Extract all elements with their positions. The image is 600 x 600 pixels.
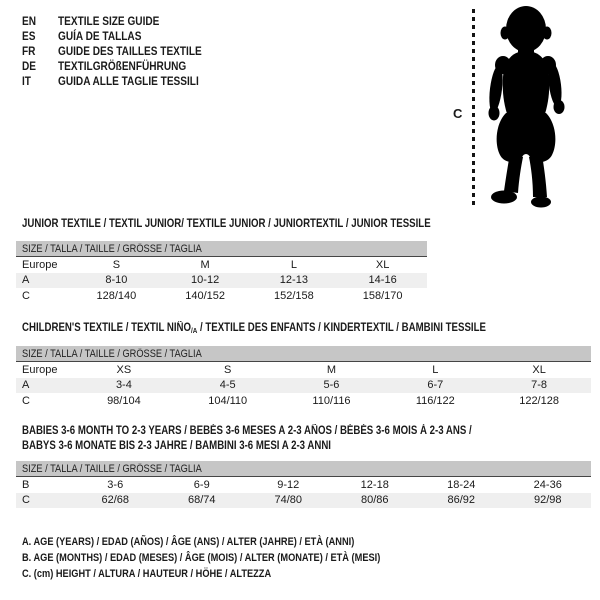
row-label: B	[22, 478, 30, 491]
footnote-age-months	[22, 552, 449, 568]
lang-label: GUIDA ALLE TAGLIE TESSILI	[58, 73, 199, 88]
children-section-title	[22, 321, 574, 338]
toddler-silhouette-image	[484, 5, 572, 209]
junior-size-header-bar	[16, 241, 427, 257]
table-cell: 9-12	[277, 478, 300, 491]
babies-section-title	[22, 424, 557, 454]
size-header-label: SIZE / TALLA / TAILLE / GRÖSSE / TAGLIA	[22, 242, 202, 255]
table-cell: 5-6	[323, 379, 340, 392]
babies-title-line1: BABIES 3-6 MONTH TO 2-3 YEARS / BEBÉS 3-6 MESES A 2-3 AÑOS / BÉBÉS 3-6 MOIS À 2-3 ANS /	[22, 425, 472, 437]
measure-label-c: C	[453, 106, 463, 121]
row-label: Europe	[22, 258, 58, 271]
table-row	[16, 393, 591, 409]
table-cell: 74/80	[274, 494, 303, 507]
table-cell: L	[290, 258, 297, 271]
lang-row-it	[22, 73, 229, 88]
language-header	[22, 13, 229, 88]
table-cell: 12-18	[360, 478, 389, 491]
table-row	[16, 477, 591, 493]
lang-code: EN	[22, 13, 37, 28]
table-cell: 98/104	[107, 394, 141, 407]
row-label: Europe	[22, 363, 58, 376]
junior-title-text: JUNIOR TEXTILE / TEXTIL JUNIOR/ TEXTILE JUNIOR / JUNIORTEXTIL / JUNIOR TESSILE	[22, 218, 431, 230]
row-label: A	[22, 274, 30, 287]
height-measure-line	[472, 9, 475, 207]
children-title-text	[22, 321, 486, 338]
table-cell: 116/122	[415, 394, 455, 407]
table-cell: 110/116	[312, 394, 351, 407]
children-title-post: / TEXTILE DES ENFANTS / KINDERTEXTIL / BAMBINI TESSILE	[197, 322, 486, 334]
table-cell: 3-6	[107, 478, 124, 491]
lang-label: TEXTILGRÖßENFÜHRUNG	[58, 58, 187, 73]
table-cell: XL	[532, 363, 546, 376]
row-label: A	[22, 379, 30, 392]
table-cell: M	[326, 363, 337, 376]
table-cell: L	[432, 363, 439, 376]
table-cell: 6-7	[427, 379, 444, 392]
children-size-table	[16, 346, 591, 409]
table-cell: 140/152	[185, 289, 225, 302]
table-cell: 92/98	[533, 494, 562, 507]
babies-size-table	[16, 461, 591, 508]
table-cell: 122/128	[519, 394, 559, 407]
children-title-subscript: /A	[191, 326, 198, 335]
lang-row-fr	[22, 43, 229, 58]
table-cell: 86/92	[447, 494, 476, 507]
table-row	[16, 288, 427, 304]
junior-section-title	[22, 217, 508, 231]
table-cell: XL	[375, 258, 390, 271]
table-row	[16, 378, 591, 394]
table-row	[16, 273, 427, 289]
table-cell: 128/140	[96, 289, 137, 302]
size-header-label: SIZE / TALLA / TAILLE / GRÖSSE / TAGLIA	[22, 347, 202, 360]
lang-code: FR	[22, 43, 36, 58]
table-cell: XS	[116, 363, 132, 376]
table-cell: 10-12	[191, 274, 220, 287]
table-row	[16, 362, 591, 378]
children-size-header-bar	[16, 346, 591, 362]
footnotes	[22, 536, 449, 583]
size-header-label: SIZE / TALLA / TAILLE / GRÖSSE / TAGLIA	[22, 462, 202, 475]
table-cell: 80/86	[360, 494, 389, 507]
table-cell: 8-10	[105, 274, 128, 287]
footnote-text: B. AGE (MONTHS) / EDAD (MESES) / ÂGE (MOIS) / ALTER (MONATE) / ETÀ (MESI)	[22, 551, 381, 564]
lang-row-de	[22, 58, 229, 73]
lang-code: IT	[22, 73, 31, 88]
babies-title-line2: BABYS 3-6 MONATE BIS 2-3 JAHRE / BAMBINI 3-6 MESI A 2-3 ANNI	[22, 440, 331, 453]
junior-size-table	[16, 241, 427, 304]
table-row	[16, 257, 427, 273]
table-cell: 18-24	[447, 478, 476, 491]
lang-code: DE	[22, 58, 37, 73]
lang-code: ES	[22, 28, 36, 43]
table-cell: 158/170	[362, 289, 403, 302]
table-cell: 12-13	[279, 274, 308, 287]
babies-size-header-bar	[16, 461, 591, 477]
table-cell: 4-5	[219, 379, 236, 392]
footnote-text: A. AGE (YEARS) / EDAD (AÑOS) / ÂGE (ANS) / ALTER (JAHRE) / ETÀ (ANNI)	[22, 536, 355, 548]
table-cell: 152/158	[273, 289, 314, 302]
table-cell: 62/68	[101, 494, 130, 507]
table-row	[16, 493, 591, 509]
lang-label: TEXTILE SIZE GUIDE	[58, 13, 160, 28]
table-cell: 104/110	[208, 394, 248, 407]
footnote-text: C. (cm) HEIGHT / ALTURA / HAUTEUR / HÖHE / ALTEZZA	[22, 567, 272, 580]
table-cell: 14-16	[368, 274, 397, 287]
footnote-height-cm	[22, 568, 449, 584]
children-title-pre: CHILDREN'S TEXTILE / TEXTIL NIÑO	[22, 322, 192, 334]
row-label: C	[22, 494, 30, 507]
table-cell: 24-36	[533, 478, 562, 491]
footnote-age-years	[22, 536, 449, 552]
table-cell: 68/74	[187, 494, 216, 507]
table-cell: 7-8	[531, 379, 548, 392]
table-cell: 3-4	[115, 379, 132, 392]
lang-row-es	[22, 28, 229, 43]
row-label: C	[22, 289, 30, 302]
table-cell: M	[200, 258, 210, 271]
lang-row-en	[22, 13, 229, 28]
table-cell: 6-9	[193, 478, 210, 491]
lang-label: GUIDE DES TAILLES TEXTILE	[58, 43, 202, 58]
row-label: C	[22, 394, 30, 407]
table-cell: S	[224, 363, 232, 376]
table-cell: S	[112, 258, 121, 271]
lang-label: GUÍA DE TALLAS	[58, 28, 142, 43]
